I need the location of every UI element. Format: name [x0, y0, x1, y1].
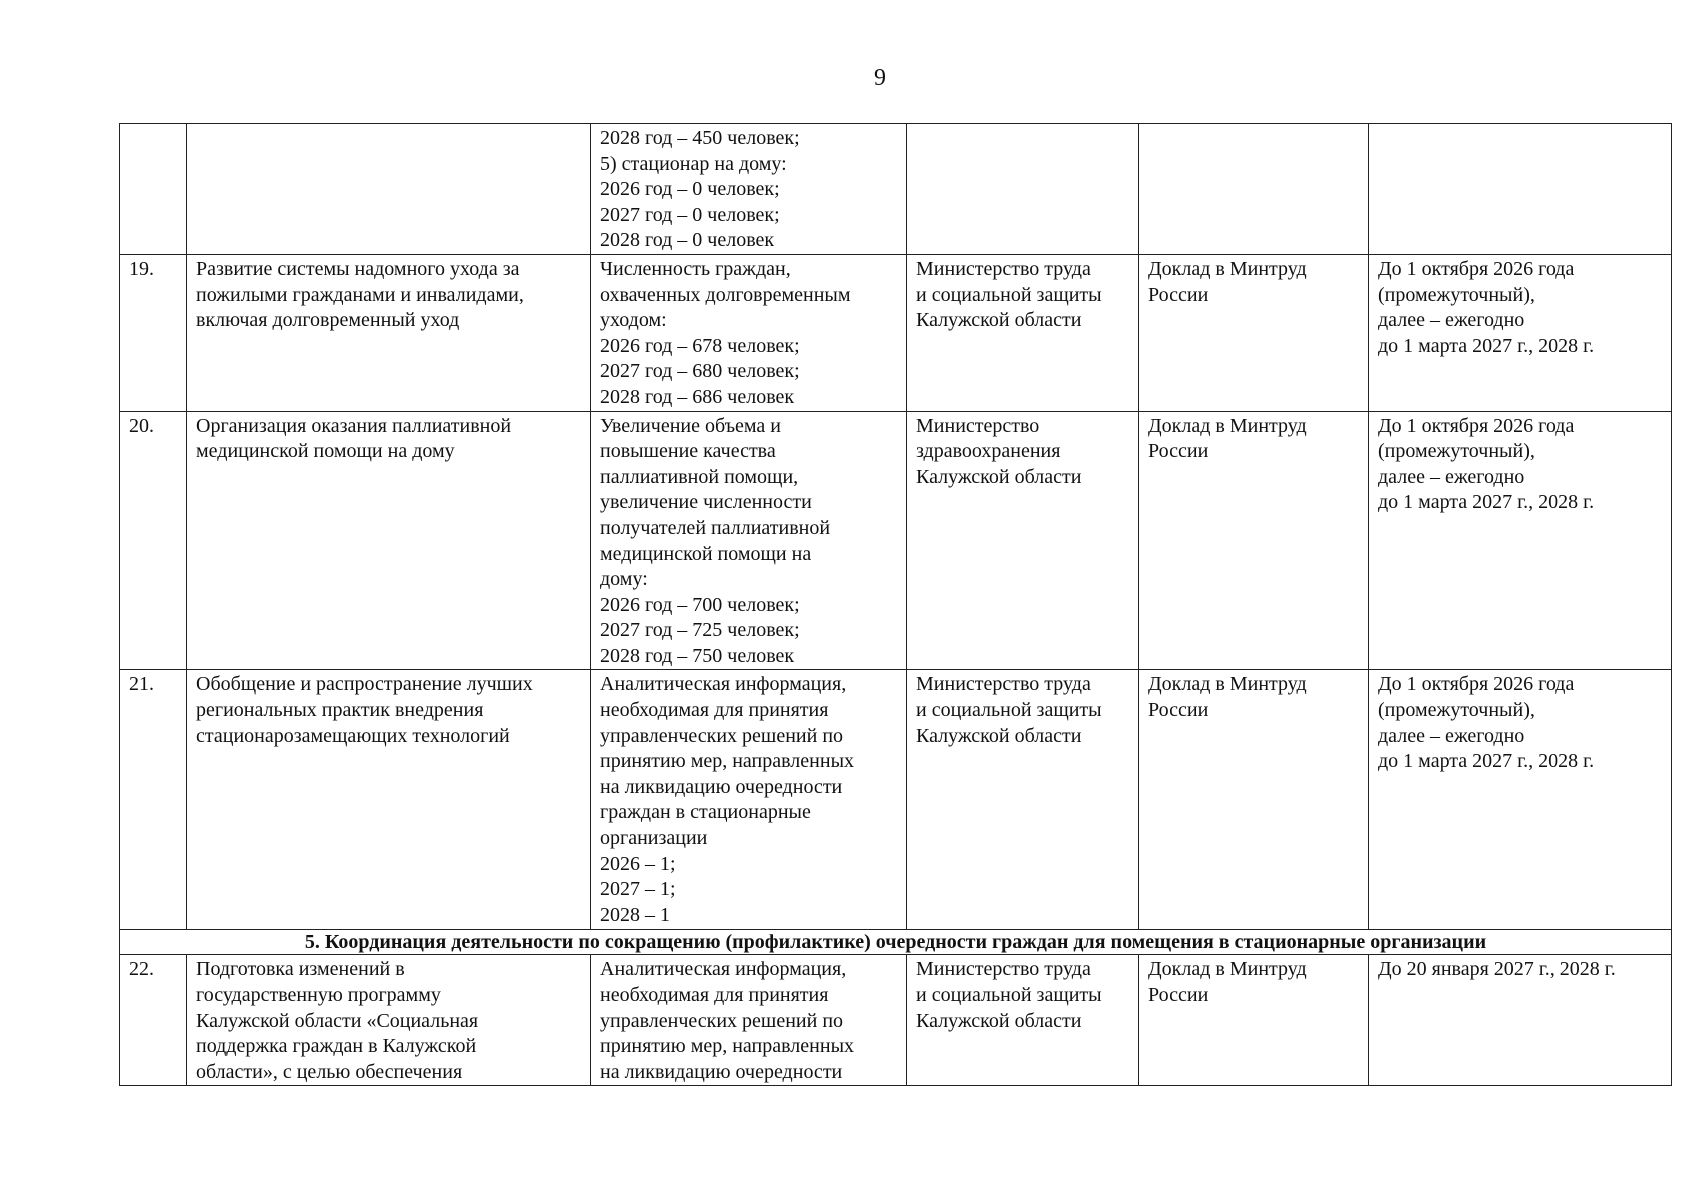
- cell-deadline: [1369, 124, 1672, 255]
- cell-number: [120, 124, 187, 255]
- section-title: 5. Координация деятельности по сокращению (профилактике) очередности граждан для помещения в стационарные организации: [120, 930, 1672, 955]
- cell-responsible: Министерство здравоохранения Калужской области: [907, 411, 1139, 670]
- cell-deadline: До 20 января 2027 г., 2028 г.: [1369, 955, 1672, 1086]
- table-row: [120, 670, 1672, 930]
- cell-report: Доклад в Минтруд России: [1139, 411, 1369, 670]
- cell-deadline: До 1 октября 2026 года (промежуточный), далее – ежегодно до 1 марта 2027 г., 2028 г.: [1369, 670, 1672, 930]
- cell-report: Доклад в Минтруд России: [1139, 955, 1369, 1086]
- page-number: 9: [874, 65, 886, 91]
- cell-indicator: Численность граждан, охваченных долговременным уходом: 2026 год – 678 человек; 2027 год – 680 человек; 2028 год – 686 человек: [591, 254, 907, 411]
- cell-number: 22.: [120, 955, 187, 1086]
- cell-indicator: Аналитическая информация, необходимая для принятия управленческих решений по принятию мер, направленных на ликвидацию очередности: [591, 955, 907, 1086]
- cell-indicator: Увеличение объема и повышение качества паллиативной помощи, увеличение численности получателей паллиативной медицинской помощи на дому: 2026 год – 700 человек; 2027 год – 725 человек; 2028 год – 750 человек: [591, 411, 907, 670]
- cell-activity: Обобщение и распространение лучших региональных практик внедрения стационарозамещающих технологий: [187, 670, 591, 930]
- cell-activity: Подготовка изменений в государственную программу Калужской области «Социальная поддержка граждан в Калужской области», с целью обеспечения: [187, 955, 591, 1086]
- cell-responsible: Министерство труда и социальной защиты Калужской области: [907, 254, 1139, 411]
- table-row: [120, 254, 1672, 411]
- cell-report: [1139, 124, 1369, 255]
- cell-activity: [187, 124, 591, 255]
- cell-report: Доклад в Минтруд России: [1139, 254, 1369, 411]
- cell-report: Доклад в Минтруд России: [1139, 670, 1369, 930]
- cell-responsible: [907, 124, 1139, 255]
- cell-deadline: До 1 октября 2026 года (промежуточный), далее – ежегодно до 1 марта 2027 г., 2028 г.: [1369, 254, 1672, 411]
- plan-table: [119, 123, 1672, 1086]
- cell-responsible: Министерство труда и социальной защиты Калужской области: [907, 670, 1139, 930]
- cell-number: 19.: [120, 254, 187, 411]
- cell-deadline: До 1 октября 2026 года (промежуточный), далее – ежегодно до 1 марта 2027 г., 2028 г.: [1369, 411, 1672, 670]
- cell-indicator: Аналитическая информация, необходимая для принятия управленческих решений по принятию мер, направленных на ликвидацию очередности граждан в стационарные организации 2026 – 1; 2027 – 1; 2028 – 1: [591, 670, 907, 930]
- section-header-row: [120, 930, 1672, 955]
- cell-activity: Организация оказания паллиативной медицинской помощи на дому: [187, 411, 591, 670]
- table-row: [120, 955, 1672, 1086]
- table-row-continuation: [120, 124, 1672, 255]
- cell-number: 21.: [120, 670, 187, 930]
- table-row: [120, 411, 1672, 670]
- cell-indicator: 2028 год – 450 человек; 5) стационар на дому: 2026 год – 0 человек; 2027 год – 0 человек; 2028 год – 0 человек: [591, 124, 907, 255]
- cell-responsible: Министерство труда и социальной защиты Калужской области: [907, 955, 1139, 1086]
- cell-number: 20.: [120, 411, 187, 670]
- cell-activity: Развитие системы надомного ухода за пожилыми гражданами и инвалидами, включая долговременный уход: [187, 254, 591, 411]
